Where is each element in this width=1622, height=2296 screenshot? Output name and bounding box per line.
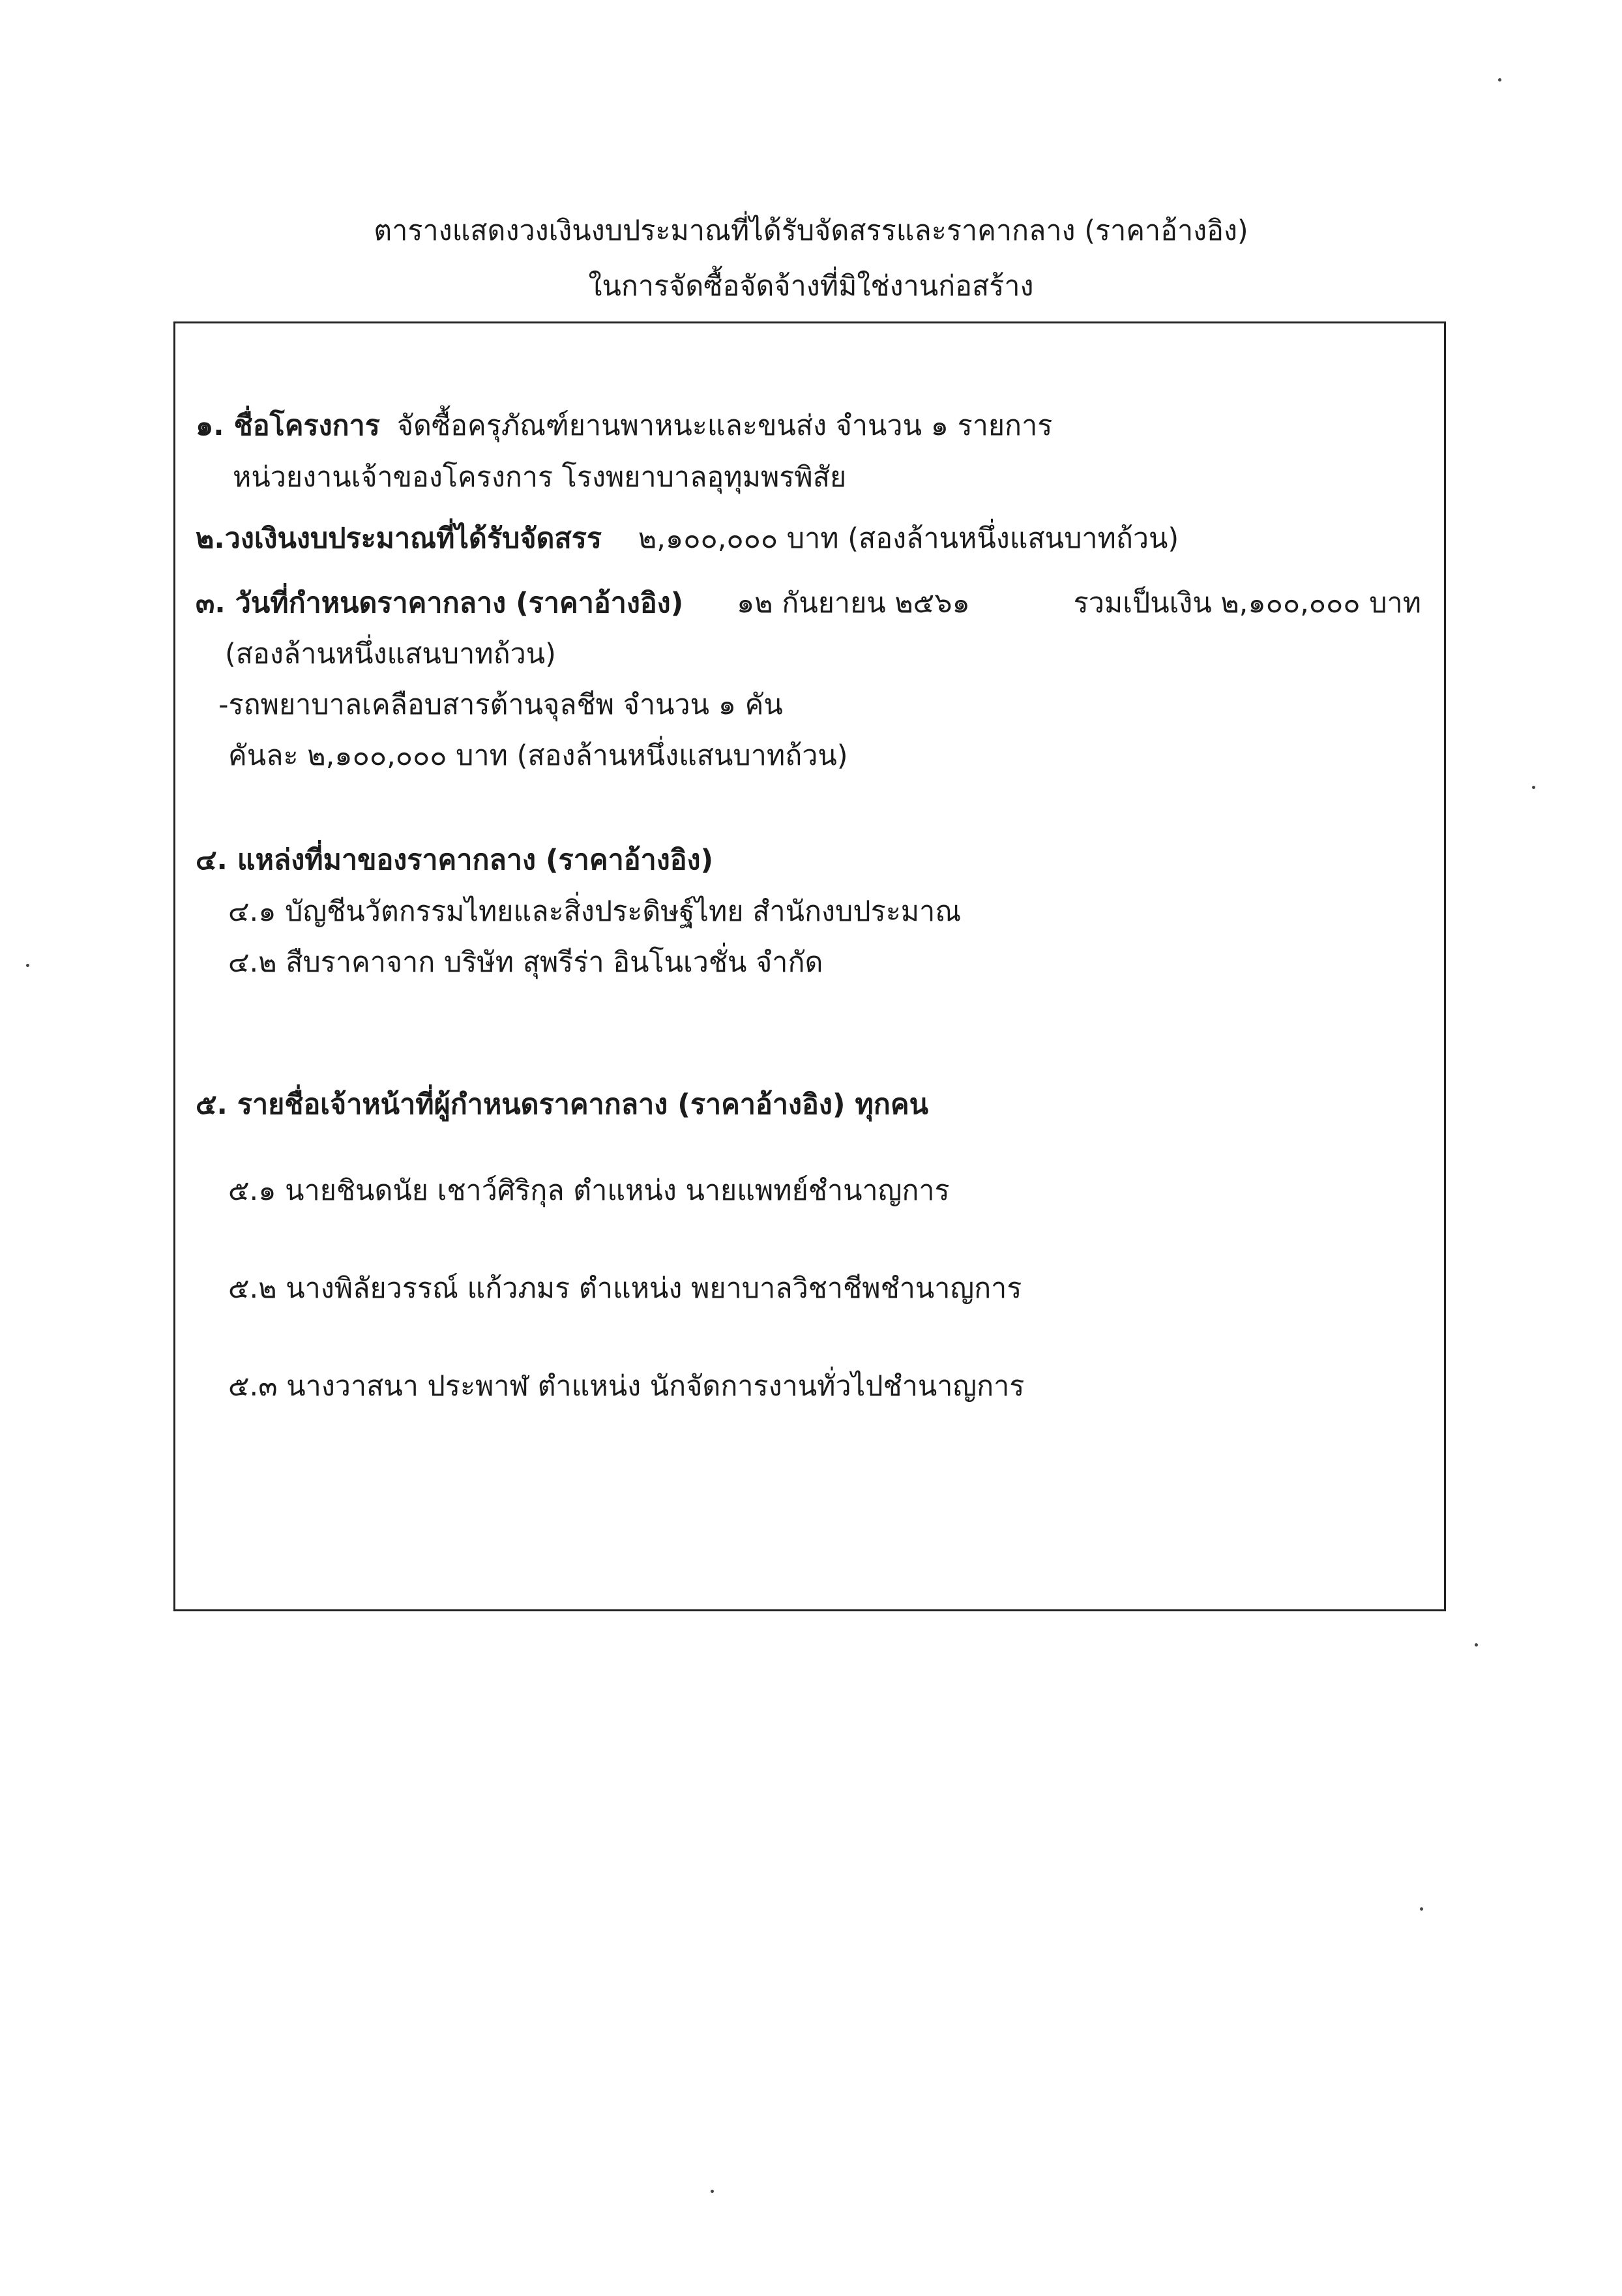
document-title-line-2: ในการจัดซื้อจัดจ้างที่มิใช่งานก่อสร้าง	[588, 270, 1034, 303]
scan-speck	[711, 2190, 714, 2193]
reference-price-total-words: (สองล้านหนึ่งแสนบาทถ้วน)	[225, 638, 556, 670]
scan-speck	[1475, 1643, 1478, 1647]
scan-speck	[26, 964, 29, 967]
section-1-row	[196, 412, 1052, 440]
section-5-heading: ๕. รายชื่อเจ้าหน้าที่ผู้กำหนดราคากลาง (ราคาอ้างอิง) ทุกคน	[196, 1088, 929, 1121]
source-item-1: ๔.๑ บัญชีนวัตกรรมไทยและสิ่งประดิษฐ์ไทย สำนักงบประมาณ	[228, 895, 962, 928]
section-3-heading: ๓. วันที่กำหนดราคากลาง (ราคาอ้างอิง)	[196, 587, 684, 619]
project-name: จัดซื้อครุภัณฑ์ยานพาหนะและขนส่ง จำนวน ๑ รายการ	[396, 410, 1053, 442]
committee-member-3: ๕.๓ นางวาสนา ประพาฬ ตำแหน่ง นักจัดการงานทั่วไปชำนาญการ	[228, 1370, 1025, 1403]
section-2-row	[196, 522, 1179, 555]
scan-speck	[1498, 78, 1501, 82]
source-item-2: ๔.๒ สืบราคาจาก บริษัท สุพรีร่า อินโนเวชั่น จำกัด	[228, 946, 823, 979]
scan-speck	[1532, 786, 1535, 789]
unit-price: คันละ ๒,๑๐๐,๐๐๐ บาท (สองล้านหนึ่งแสนบาทถ้วน)	[228, 739, 848, 772]
committee-member-2: ๕.๒ นางพิลัยวรรณ์ แก้วภมร ตำแหน่ง พยาบาลวิชาชีพชำนาญการ	[228, 1272, 1022, 1305]
budget-amount: ๒,๑๐๐,๐๐๐ บาท (สองล้านหนึ่งแสนบาทถ้วน)	[638, 522, 1179, 555]
item-description: -รถพยาบาลเคลือบสารต้านจุลชีพ จำนวน ๑ คัน	[218, 689, 783, 721]
section-1-heading: ๑. ชื่อโครงการ	[196, 410, 380, 442]
project-agency: หน่วยงานเจ้าของโครงการ โรงพยาบาลอุทุมพรพิสัย	[233, 461, 847, 494]
reference-price-date: ๑๒ กันยายน ๒๕๖๑	[737, 587, 970, 619]
scan-speck	[1420, 1907, 1423, 1911]
committee-member-1: ๕.๑ นายชินดนัย เชาว์ศิริกุล ตำแหน่ง นายแพทย์ชำนาญการ	[228, 1174, 950, 1207]
section-2-heading: ๒.วงเงินงบประมาณที่ได้รับจัดสรร	[196, 522, 602, 555]
section-4-heading: ๔. แหล่งที่มาของราคากลาง (ราคาอ้างอิง)	[196, 844, 714, 876]
section-3-row	[196, 589, 1421, 618]
reference-price-total: รวมเป็นเงิน ๒,๑๐๐,๐๐๐ บาท	[1073, 587, 1421, 619]
document-title-line-1: ตารางแสดงวงเงินงบประมาณที่ได้รับจัดสรรและราคากลาง (ราคาอ้างอิง)	[374, 215, 1248, 247]
